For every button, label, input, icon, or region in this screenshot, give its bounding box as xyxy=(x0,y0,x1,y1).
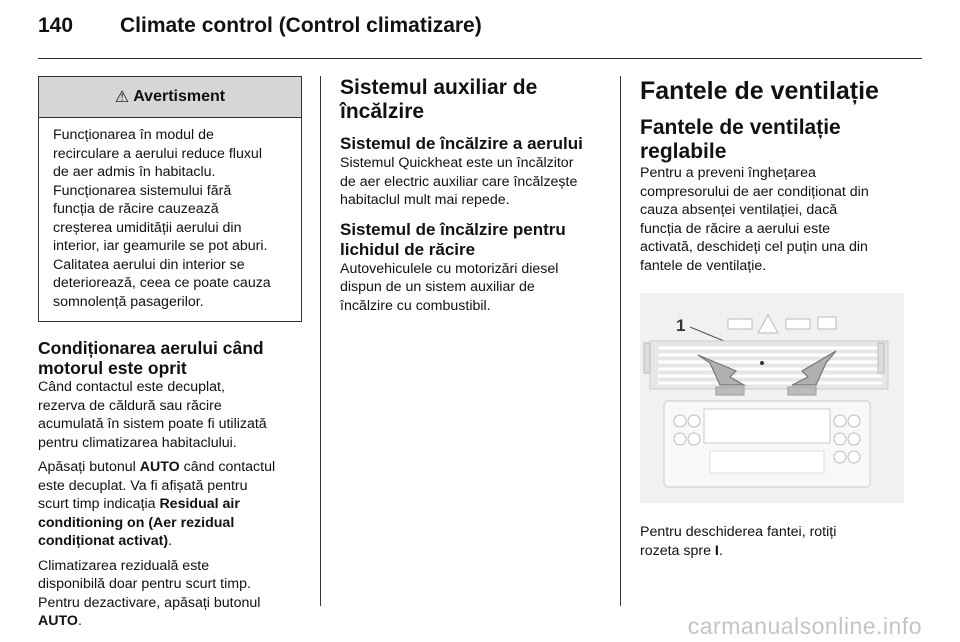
text-line: Pentru deschiderea fantei, rotiți xyxy=(640,524,837,540)
paragraph xyxy=(340,154,604,210)
warning-line: funcția de răcire cauzează xyxy=(53,201,219,217)
paragraph xyxy=(38,378,302,452)
text-line: cauza absenței ventilației, dacă xyxy=(640,202,838,218)
column-divider-2 xyxy=(620,76,621,606)
text-line: habitaclul mult mai repede. xyxy=(340,192,510,208)
text-span: . xyxy=(168,533,173,549)
text-line: de aer electric auxiliar care încălzește xyxy=(340,173,578,190)
column-3 xyxy=(640,76,904,560)
subheading-adjustable-vents xyxy=(640,116,904,164)
warning-line: creșterea umidității aerului din xyxy=(53,219,242,236)
dashboard-vent-icon xyxy=(640,293,904,503)
text-line: Pentru a preveni înghețarea xyxy=(640,165,816,181)
text-line: pentru climatizarea habitaclului. xyxy=(38,434,237,451)
warning-line: de aer admis în habitaclu. xyxy=(53,164,216,180)
text-line: încălzire cu combustibil. xyxy=(340,297,491,314)
text-span: . xyxy=(77,613,82,629)
text-span: când contactul xyxy=(179,459,276,475)
page-number: 140 xyxy=(38,14,74,37)
text-span: rozeta spre xyxy=(640,542,715,559)
text-line xyxy=(38,612,302,631)
column-divider-1 xyxy=(320,76,321,606)
vent-illustration xyxy=(640,293,904,503)
section-heading-air-vents: Fantele de ventilație xyxy=(640,77,879,105)
text-line: funcția de răcire a aerului este xyxy=(640,220,831,237)
column-1 xyxy=(38,76,302,631)
text-line xyxy=(640,542,904,561)
text-line: Sistemul Quickheat este un încălzitor xyxy=(340,155,574,171)
display-message: Residual air xyxy=(159,496,240,512)
warning-box xyxy=(38,76,302,322)
text-line: acumulată în sistem poate fi utilizată xyxy=(38,416,267,432)
text-line: compresorului de aer condiționat din xyxy=(640,183,869,200)
text-line: disponibilă doar pentru scurt timp. xyxy=(38,576,251,592)
text-line: activată, deschideți cel puțin una din xyxy=(640,239,868,255)
display-message: condiționat activat) xyxy=(38,533,169,549)
heading-line: Sistemul de încălzire pentru xyxy=(340,219,566,239)
auto-button-label: AUTO xyxy=(38,613,78,629)
paragraph xyxy=(38,557,302,631)
text-line: Pentru dezactivare, apăsați butonul xyxy=(38,594,261,611)
paragraph xyxy=(38,458,302,551)
paragraph xyxy=(640,164,904,275)
text-span: . xyxy=(718,542,723,559)
auto-button-label: AUTO xyxy=(139,459,180,475)
subheading-coolant-heating xyxy=(340,220,604,260)
text-line: Când contactul este decuplat, xyxy=(38,379,225,395)
text-line: Autovehiculele cu motorizări diesel xyxy=(340,260,559,277)
heading-line: Condiționarea aerului când xyxy=(38,338,264,358)
figure-label: 1 xyxy=(676,316,686,335)
warning-text xyxy=(39,118,301,321)
section-heading-residual-ac xyxy=(38,338,302,378)
text-line xyxy=(38,495,302,514)
heading-line: încălzire xyxy=(340,100,425,123)
page-title: Climate control (Control climatizare) xyxy=(120,14,482,37)
heading-line: Sistemul auxiliar de xyxy=(340,76,538,99)
paragraph xyxy=(640,523,904,560)
text-line: fantele de ventilație. xyxy=(640,257,767,274)
warning-header xyxy=(39,77,301,118)
text-line: dispun de un sistem auxiliar de xyxy=(340,279,535,295)
text-line: este decuplat. Va fi afișată pentru xyxy=(38,477,248,494)
text-span: scurt timp indicația xyxy=(38,496,160,512)
heading-line: reglabile xyxy=(640,140,727,163)
paragraph xyxy=(340,260,604,316)
warning-line: Funcționarea în modul de xyxy=(53,127,214,143)
heading-line: motorul este oprit xyxy=(38,358,187,378)
subheading-air-heating: Sistemul de încălzire a aerului xyxy=(340,134,583,153)
text-line xyxy=(38,458,302,477)
warning-line: deteriorează, ceea ce poate cauza xyxy=(53,275,271,291)
warning-line: somnolență pasagerilor. xyxy=(53,293,204,310)
warning-title: Avertisment xyxy=(133,88,226,105)
text-line: Climatizarea reziduală este xyxy=(38,557,210,574)
warning-line: interior, iar geamurile se pot aburi. xyxy=(53,238,268,254)
section-heading-auxiliary-heating xyxy=(340,76,604,124)
warning-icon: ⚠ xyxy=(114,89,130,106)
text-line xyxy=(38,532,302,551)
text-span: Apăsați butonul xyxy=(38,459,140,475)
position-symbol: I xyxy=(714,542,719,559)
watermark: carmanualsonline.info xyxy=(687,613,922,639)
text-line: rezerva de căldură sau răcire xyxy=(38,397,222,414)
column-2 xyxy=(340,76,604,315)
text-line xyxy=(38,514,302,533)
warning-line: recirculare a aerului reduce fluxul xyxy=(53,145,262,162)
page-header xyxy=(38,14,922,44)
header-divider xyxy=(38,58,922,59)
display-message: conditioning on (Aer rezidual xyxy=(38,514,235,531)
heading-line: Fantele de ventilație xyxy=(640,116,841,139)
warning-line: Funcționarea sistemului fără xyxy=(53,182,232,199)
heading-line: lichidul de răcire xyxy=(340,239,476,259)
warning-line: Calitatea aerului din interior se xyxy=(53,256,245,273)
